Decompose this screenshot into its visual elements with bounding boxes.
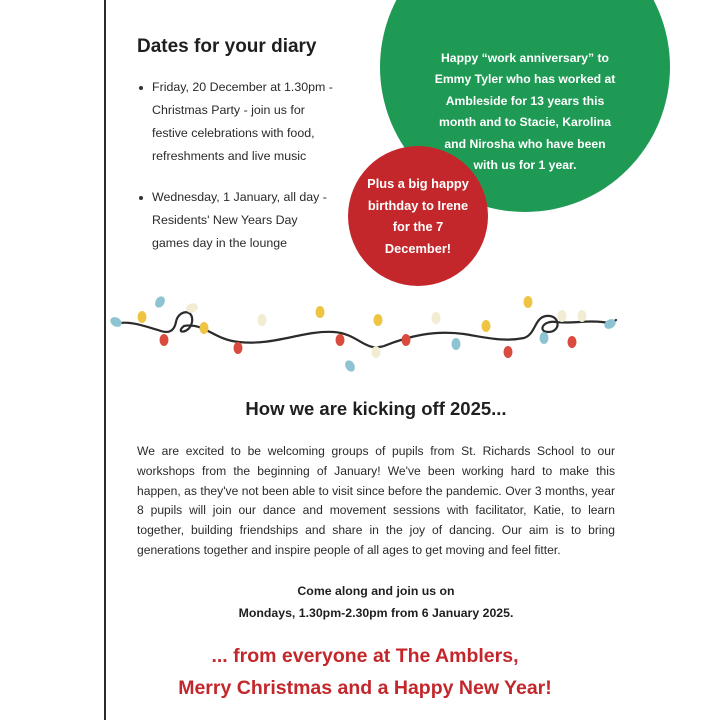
light-bulb (374, 314, 383, 326)
diary-list (137, 76, 337, 255)
work-anniversary-text: Happy “work anniversary” to Emmy Tyler who has worked at Ambleside for 13 years this month and to Stacie, Karolina and Nirosha who have been with us for 1 year. (434, 50, 616, 172)
diary-title: Dates for your diary (137, 36, 317, 57)
light-bulb (343, 359, 357, 374)
signoff (104, 640, 626, 704)
light-bulb (316, 306, 325, 318)
session-callout-line1: Come along and join us on (297, 584, 455, 598)
signoff-line1: ... from everyone at The Amblers, (211, 645, 519, 667)
light-bulb (603, 317, 618, 331)
light-bulb (200, 322, 209, 334)
birthday-text: Plus a big happy birthday to Irene for the 7 December! (367, 176, 469, 256)
light-bulb (138, 311, 147, 323)
light-bulbs (109, 295, 618, 374)
light-bulb (153, 295, 167, 310)
light-bulb (558, 310, 567, 322)
light-bulb (568, 336, 577, 348)
kickoff-title: How we are kicking off 2025... (245, 398, 507, 419)
light-bulb (452, 338, 461, 350)
light-bulb (540, 332, 549, 344)
christmas-lights-illustration (104, 290, 620, 374)
light-bulb (258, 314, 267, 326)
session-callout (137, 580, 615, 624)
diary-item-new-years-day: Wednesday, 1 January, all day - Residents' New Years Day games day in the lounge (137, 186, 337, 255)
light-bulb (402, 334, 411, 346)
light-bulb (504, 346, 513, 358)
light-bulb (524, 296, 533, 308)
birthday-circle (348, 146, 488, 286)
light-bulb (336, 334, 345, 346)
signoff-line2: Merry Christmas and a Happy New Year! (178, 677, 552, 699)
light-bulb (234, 342, 243, 354)
light-bulb (482, 320, 491, 332)
light-bulb (372, 346, 381, 358)
light-bulb (109, 315, 124, 329)
kickoff-body: We are excited to be welcoming groups of pupils from St. Richards School to our workshops from the beginning of January! We've been working hard to make this happen, as they've not been able to visit since before the pandemic. Over 3 months, year 8 pupils will join our dance and movement sessions with facilitator, Katie, to learn together, building friendships and share in the joy of dancing. Our aim is to bring generations together and inspire people of all ages to get moving and feel fitter. (137, 444, 615, 557)
diary-item-christmas-party: Friday, 20 December at 1.30pm - Christmas Party - join us for festive celebrations with food, refreshments and live music (137, 76, 337, 168)
session-callout-line2: Mondays, 1.30pm-2.30pm from 6 January 2025. (238, 606, 514, 620)
light-bulb (432, 312, 441, 324)
light-bulb (160, 334, 169, 346)
light-bulb (578, 310, 587, 322)
